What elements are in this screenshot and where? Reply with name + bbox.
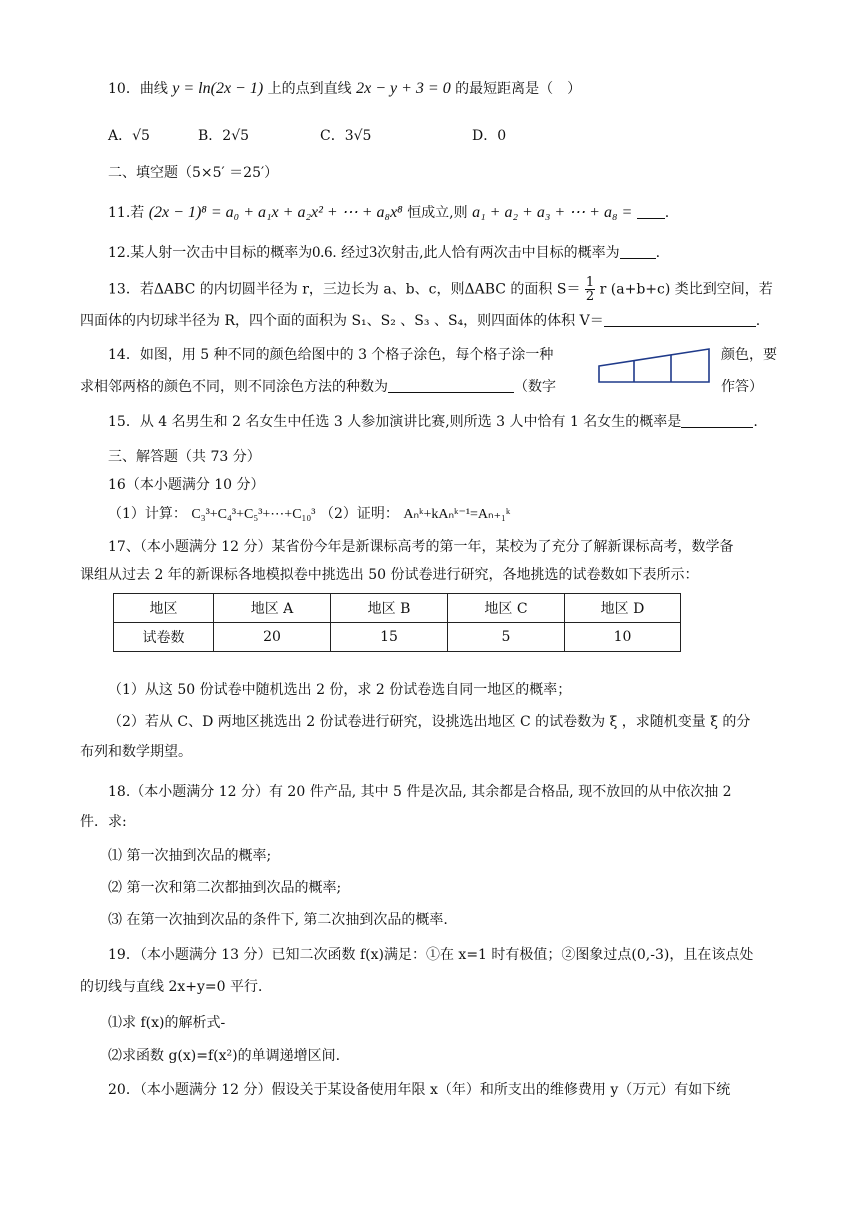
q15-stem: 15．从 4 名男生和 2 名女生中任选 3 人参加演讲比赛,则所选 3 人中恰有 1 名女生的概率是 . xyxy=(108,414,758,430)
q13-fraction: $\frac{1}{2}$ xyxy=(585,275,595,304)
table-cell: 10 xyxy=(565,623,681,652)
q13-stem-line2: 四面体的内切球半径为 R，四个面的面积为 S₁、S₂ 、S₃ 、S₄，则四面体的体积 V＝ . xyxy=(80,313,761,329)
q16-parts: （1）计算： C₃³+C₄³+C₅³+⋯+C₁₀³ （2）证明： Aₙᵏ+kAₙᵏ⁻¹=Aₙ₊₁ᵏ xyxy=(108,506,511,522)
table-header-cell: 地区 xyxy=(114,594,214,623)
q17-papers-table xyxy=(113,593,681,652)
q10-option-c: C．3√5 xyxy=(320,128,372,144)
table-cell: 试卷数 xyxy=(114,623,214,652)
q14-stem-line2-right: 作答） xyxy=(721,379,763,395)
q20-stem-line1: 20．（本小题满分 12 分）假设关于某设备使用年限 x（年）和所支出的维修费用 y（万元）有如下统 xyxy=(108,1082,731,1098)
q12-stem: 12.某人射一次击中目标的概率为0.6. 经过3次射击,此人恰有两次击中目标的概率为 . xyxy=(108,244,661,261)
q14-answer-blank xyxy=(388,378,514,393)
q17-part1: （1）从这 50 份试卷中随机选出 2 份，求 2 份试卷选自同一地区的概率； xyxy=(108,682,572,698)
q11-stem: 11.若 (2x − 1)⁸ = a₀ + a₁x + a₂x² + ⋯ + a₈x⁸ 恒成立,则 a₁ + a₂ + a₃ + ⋯ + a₈ = . xyxy=(108,204,670,221)
table-cell: 20 xyxy=(214,623,331,652)
table-header-cell: 地区 A xyxy=(214,594,331,623)
q18-stem-line1: 18.（本小题满分 12 分）有 20 件产品, 其中 5 件是次品, 其余都是合格品, 现不放回的从中依次抽 2 xyxy=(108,784,732,800)
q19-stem-line1: 19．（本小题满分 13 分）已知二次函数 f(x)满足：①在 x=1 时有极值；②图象过点(0,-3)，且在该点处 xyxy=(108,947,754,963)
q11-answer-blank xyxy=(637,204,665,219)
q18-stem-line2: 件．求: xyxy=(80,814,127,830)
q13-answer-blank xyxy=(604,312,756,327)
q16-permutation-identity: Aₙᵏ+kAₙᵏ⁻¹=Aₙ₊₁ᵏ xyxy=(403,507,511,522)
q17-part2-line2: 布列和数学期望。 xyxy=(80,744,192,760)
q11-sum: a₁ + a₂ + a₃ + ⋯ + a₈ = xyxy=(472,204,633,221)
table-cell: 5 xyxy=(448,623,565,652)
q19-item-2: ⑵求函数 g(x)=f(x²)的单调递增区间. xyxy=(108,1048,341,1064)
q19-item-1: ⑴求 f(x)的解析式- xyxy=(108,1015,226,1031)
q18-item-1: ⑴ 第一次抽到次品的概率; xyxy=(108,848,272,864)
q18-item-3: ⑶ 在第一次抽到次品的条件下, 第二次抽到次品的概率. xyxy=(108,912,448,928)
q16-combination-sum: C₃³+C₄³+C₅³+⋯+C₁₀³ xyxy=(191,507,316,522)
q14-stem-line2: 求相邻两格的颜色不同，则不同涂色方法的种数为 （数字 xyxy=(80,379,556,395)
table-header-cell: 地区 C xyxy=(448,594,565,623)
q19-stem-line2: 的切线与直线 2x+y=0 平行． xyxy=(80,979,272,995)
q17-part2-line1: （2）若从 C、D 两地区挑选出 2 份试卷进行研究，设挑选出地区 C 的试卷数为 ξ ，求随机变量 ξ 的分 xyxy=(108,714,751,730)
q14-stem-line1-right: 颜色，要 xyxy=(721,347,777,363)
q10-line-eq: 2x − y + 3 = 0 xyxy=(356,80,451,97)
q12-answer-blank xyxy=(620,244,656,259)
table-header-cell: 地区 D xyxy=(565,594,681,623)
table-header-row xyxy=(114,594,681,623)
table-row xyxy=(114,623,681,652)
table-cell: 15 xyxy=(331,623,448,652)
q10-curve: y = ln(2x − 1) xyxy=(172,80,264,97)
q17-stem-line1: 17、（本小题满分 12 分）某省份今年是新课标高考的第一年，某校为了充分了解新课标高考，数学备 xyxy=(108,539,734,555)
q10-option-b: B．2√5 xyxy=(198,128,250,144)
q17-stem-line2: 课组从过去 2 年的新课标各地模拟卷中挑选出 50 份试卷进行研究，各地挑选的试卷数如下表所示： xyxy=(80,567,699,583)
q18-item-2: ⑵ 第一次和第二次都抽到次品的概率; xyxy=(108,880,342,896)
q16-title: 16（本小题满分 10 分） xyxy=(108,477,265,493)
q14-stem-line1: 14．如图，用 5 种不同的颜色给图中的 3 个格子涂色，每个格子涂一种 xyxy=(108,347,554,363)
section-fill-in-heading: 二、填空题（5×5′ ＝25′） xyxy=(108,165,279,181)
table-header-cell: 地区 B xyxy=(331,594,448,623)
q13-stem-line1: 13．若ΔABC 的内切圆半径为 r，三边长为 a、b、c，则ΔABC 的面积 S＝ $\frac{1}{2}$ r (a+b+c) 类比到空间，若 xyxy=(108,275,773,304)
q14-grid-figure xyxy=(596,346,714,386)
q10-option-a: A．√5 xyxy=(108,128,150,144)
q10-stem: 10．曲线 y = ln(2x − 1) 上的点到直线 2x − y + 3 = 0 的最短距离是（ ） xyxy=(108,80,582,97)
figure-outline xyxy=(599,349,709,382)
q15-answer-blank xyxy=(681,413,753,428)
section-solutions-heading: 三、解答题（共 73 分） xyxy=(108,449,261,465)
q10-option-d: D．0 xyxy=(472,128,507,144)
q11-expansion: (2x − 1)⁸ = a₀ + a₁x + a₂x² + ⋯ + a₈x⁸ xyxy=(148,204,403,221)
